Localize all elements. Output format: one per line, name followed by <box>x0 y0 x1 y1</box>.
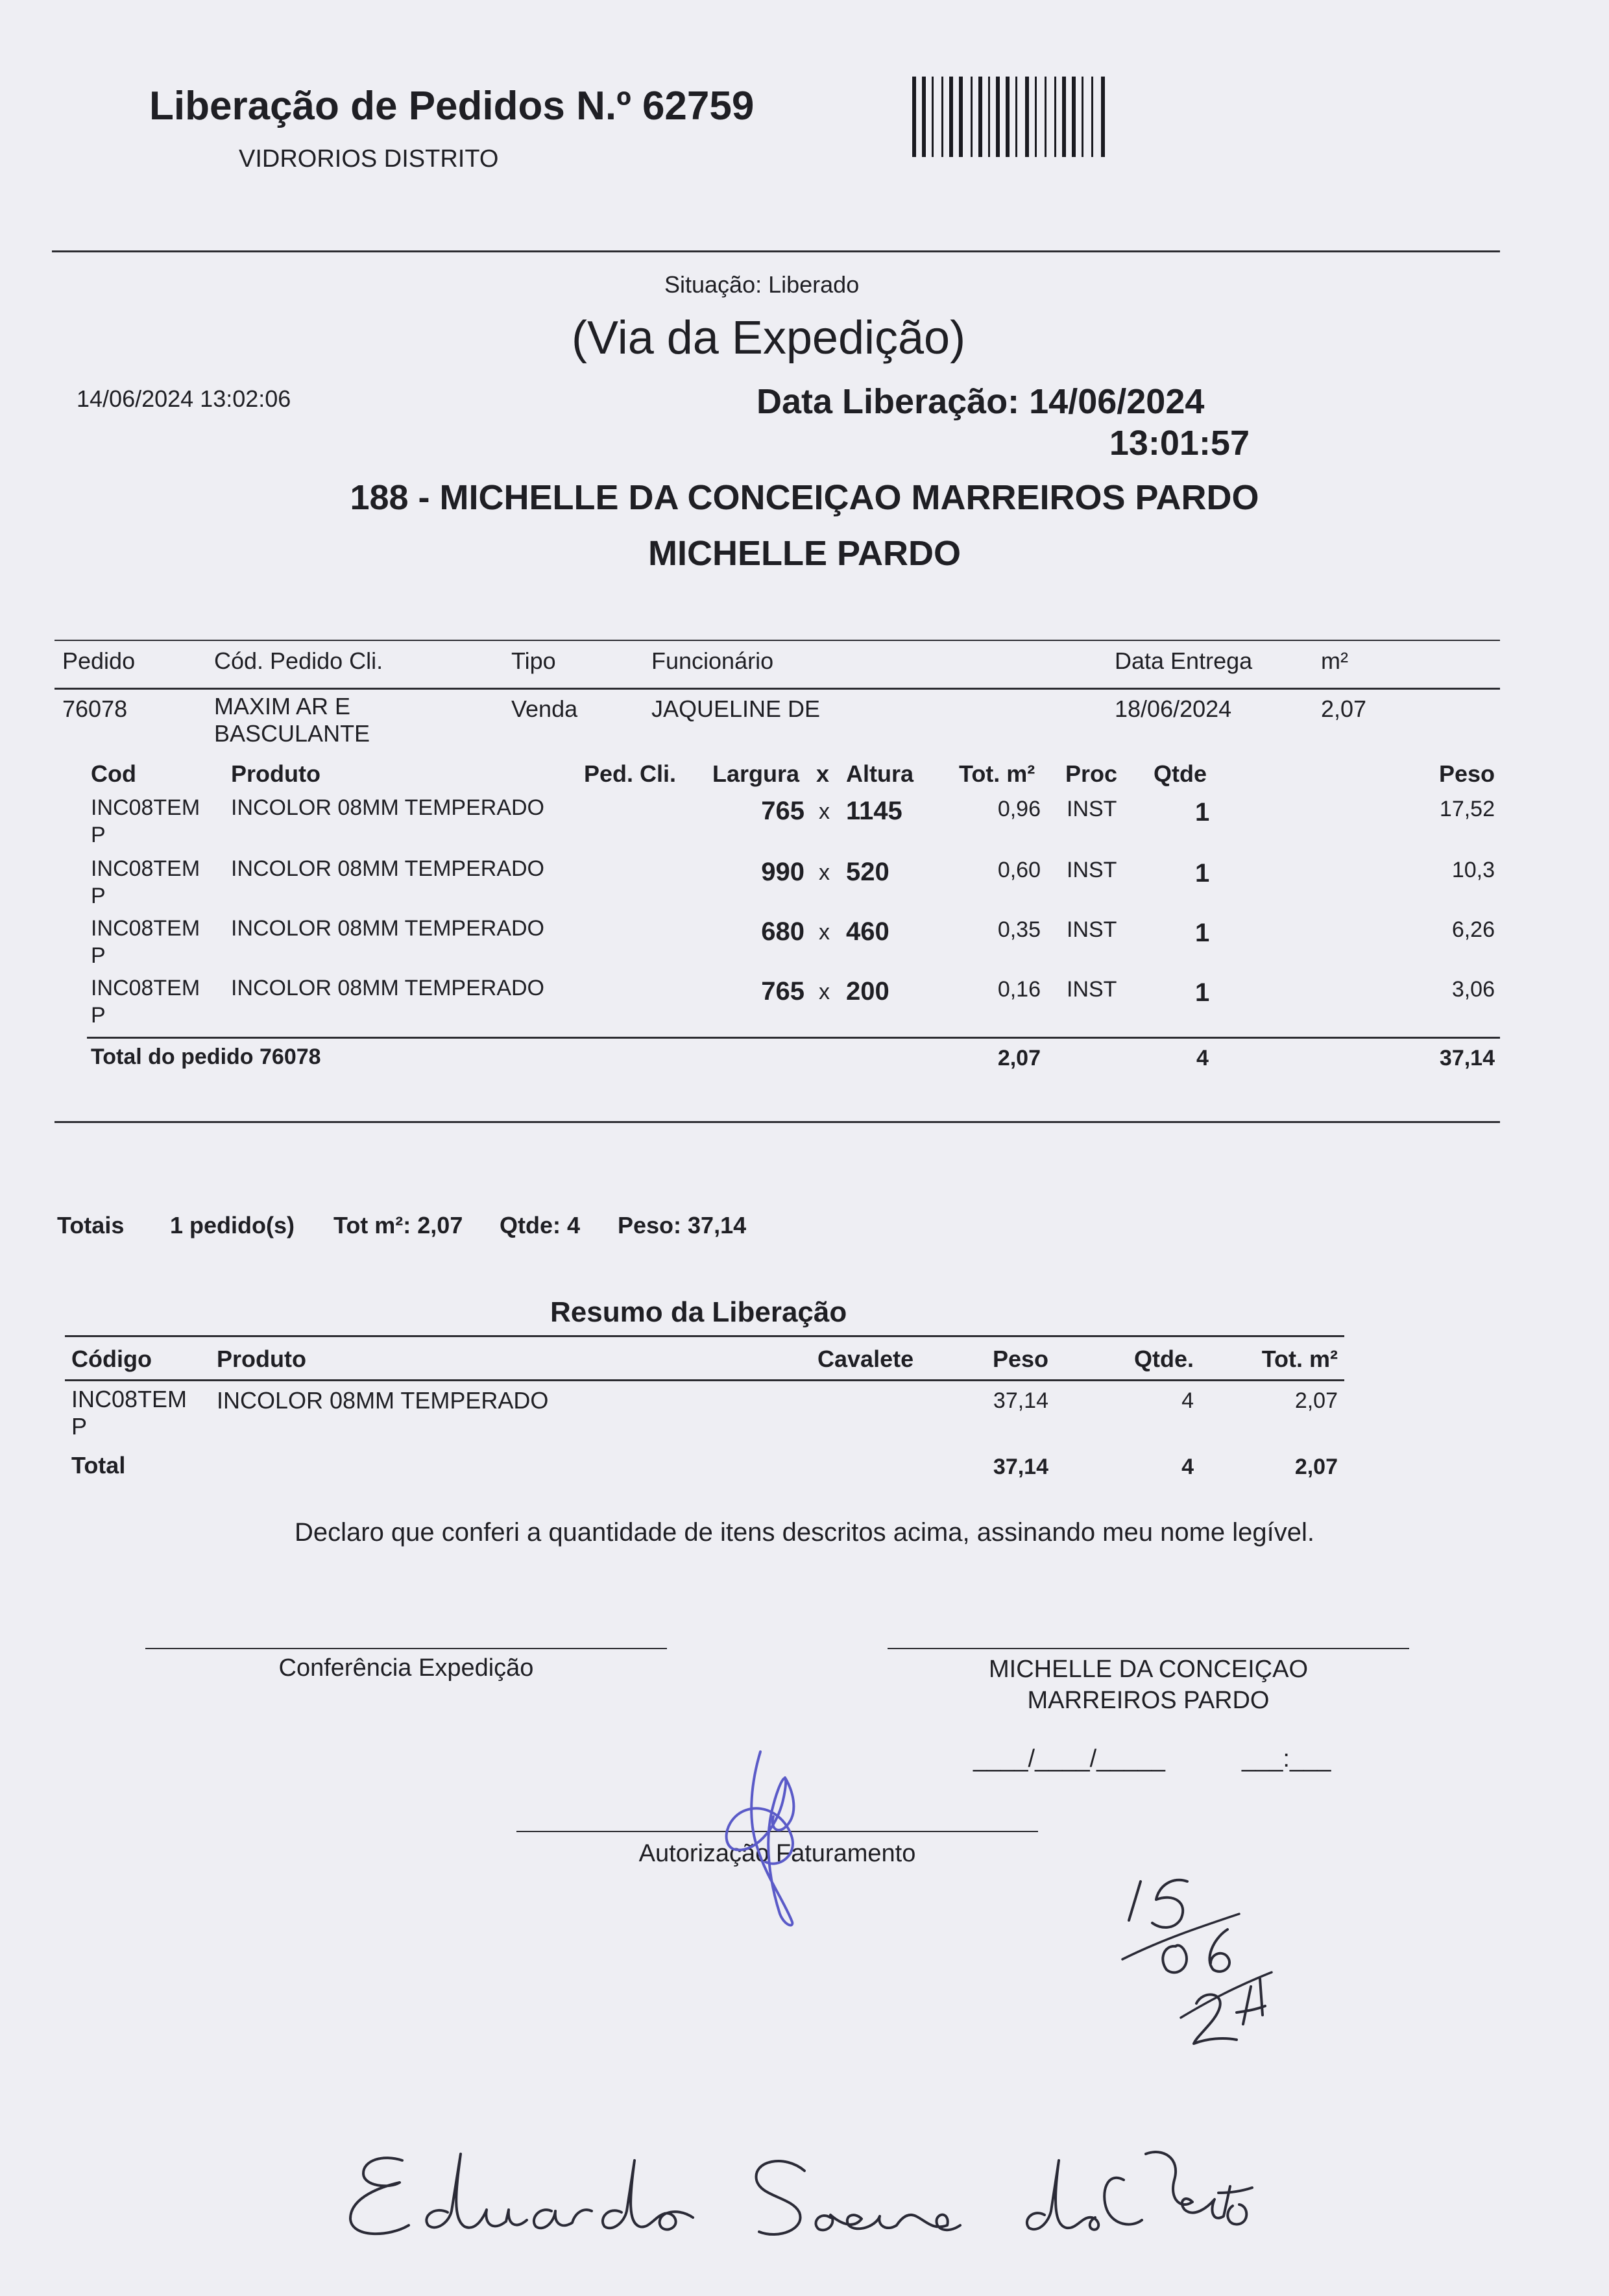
barcode-bar <box>959 77 963 157</box>
item-cod <box>91 855 200 910</box>
order-header-top-rule <box>54 640 1500 641</box>
item-x: x <box>819 799 830 824</box>
summary-total-tot-m2: 2,07 <box>1294 1455 1338 1479</box>
item-produto: INCOLOR 08MM TEMPERADO <box>231 795 545 820</box>
summary-row-codigo <box>71 1386 187 1440</box>
items-col-qtde: Qtde <box>1154 760 1207 787</box>
client-signature-line <box>888 1648 1409 1649</box>
item-cod <box>91 974 200 1029</box>
barcode-bar <box>1054 77 1056 157</box>
item-altura: 1145 <box>846 797 902 825</box>
client-signature-name-2: MARREIROS PARDO <box>1027 1687 1270 1714</box>
item-proc: INST <box>1067 858 1117 882</box>
barcode <box>912 77 1167 157</box>
handwritten-signature <box>707 1739 817 1933</box>
copy-label: (Via da Expedição) <box>572 312 966 364</box>
items-col-x: x <box>816 760 830 787</box>
item-largura: 990 <box>761 858 804 886</box>
items-col-ped-cli: Ped. Cli. <box>584 760 677 787</box>
item-cod-line-1: INC08TEM <box>91 856 200 881</box>
col-funcionario: Funcionário <box>651 647 774 674</box>
conferencia-signature-line <box>145 1648 667 1649</box>
handwritten-date <box>1116 1862 1285 2057</box>
summary-total-peso: 37,14 <box>993 1455 1048 1479</box>
item-peso: 10,3 <box>1451 858 1495 882</box>
order-funcionario: JAQUELINE DE <box>651 695 821 722</box>
item-altura: 460 <box>846 917 889 946</box>
order-tipo: Venda <box>511 695 578 722</box>
item-qtde: 1 <box>1195 798 1210 827</box>
item-produto: INCOLOR 08MM TEMPERADO <box>231 856 545 881</box>
client-short-name: MICHELLE PARDO <box>648 534 961 573</box>
barcode-bar <box>988 77 990 157</box>
barcode-bar <box>971 77 973 157</box>
summary-row-peso: 37,14 <box>993 1388 1048 1413</box>
items-total-rule <box>87 1037 1500 1039</box>
item-cod-line-1: INC08TEM <box>91 976 200 1000</box>
items-col-tot-m2: Tot. m² <box>959 760 1035 787</box>
summary-header-rule <box>65 1379 1344 1381</box>
order-cod-pedido-cli <box>214 693 370 747</box>
item-cod-line-2: P <box>91 1003 106 1028</box>
declaration-text: Declaro que conferi a quantidade de itens descritos acima, assinando meu nome legível. <box>294 1518 1315 1547</box>
client-name: 188 - MICHELLE DA CONCEIÇAO MARREIROS PARDO <box>350 478 1259 517</box>
barcode-bar <box>1072 77 1076 157</box>
summary-col-codigo: Código <box>71 1346 152 1372</box>
document-title: Liberação de Pedidos N.º 62759 <box>149 84 755 128</box>
item-tot-m2: 0,16 <box>997 977 1041 1002</box>
order-cod-line-1: MAXIM AR E <box>214 693 351 719</box>
item-cod-line-2: P <box>91 943 106 968</box>
barcode-bar <box>978 77 982 157</box>
order-total-peso: 37,14 <box>1439 1046 1495 1070</box>
order-total-qtde: 4 <box>1196 1046 1209 1070</box>
barcode-bar <box>932 77 934 157</box>
item-largura: 680 <box>761 917 804 946</box>
barcode-bar <box>1035 77 1037 157</box>
item-cod-line-1: INC08TEM <box>91 916 200 941</box>
item-tot-m2: 0,35 <box>997 917 1041 942</box>
item-tot-m2: 0,96 <box>997 797 1041 821</box>
item-largura: 765 <box>761 797 804 825</box>
item-cod-line-2: P <box>91 823 106 847</box>
barcode-bar <box>949 77 953 157</box>
item-altura: 200 <box>846 977 889 1006</box>
item-tot-m2: 0,60 <box>997 858 1041 882</box>
col-tipo: Tipo <box>511 647 556 674</box>
summary-top-rule <box>65 1335 1344 1337</box>
totals-m2: Tot m²: 2,07 <box>333 1212 463 1239</box>
order-pedido: 76078 <box>62 695 128 722</box>
item-qtde: 1 <box>1195 859 1210 888</box>
items-col-proc: Proc <box>1065 760 1118 787</box>
items-col-altura: Altura <box>846 760 914 787</box>
items-col-peso: Peso <box>1438 760 1495 787</box>
summary-cod-line-1: INC08TEM <box>71 1386 188 1412</box>
items-col-cod: Cod <box>91 760 136 787</box>
barcode-bar <box>922 77 926 157</box>
barcode-bar <box>1025 77 1029 157</box>
section-divider <box>54 1121 1500 1123</box>
item-largura: 765 <box>761 977 804 1006</box>
order-cod-line-2: BASCULANTE <box>214 720 370 747</box>
order-data-entrega: 18/06/2024 <box>1115 695 1232 722</box>
order-total-label: Total do pedido 76078 <box>91 1045 321 1069</box>
barcode-bar <box>1082 77 1083 157</box>
summary-col-peso: Peso <box>992 1346 1048 1372</box>
handwritten-name <box>337 2134 1259 2251</box>
summary-row-qtde: 4 <box>1181 1388 1194 1413</box>
item-peso: 6,26 <box>1451 917 1495 942</box>
summary-total-qtde: 4 <box>1181 1455 1194 1479</box>
barcode-bar <box>996 77 1000 157</box>
items-col-produto: Produto <box>231 760 321 787</box>
totals-label: Totais <box>57 1212 125 1239</box>
item-produto: INCOLOR 08MM TEMPERADO <box>231 976 545 1000</box>
release-date: Data Liberação: 14/06/2024 <box>756 382 1205 421</box>
item-altura: 520 <box>846 858 889 886</box>
order-header-bottom-rule <box>54 688 1500 690</box>
conferencia-label: Conferência Expedição <box>278 1654 534 1682</box>
autorizacao-label: Autorização Faturamento <box>638 1840 916 1867</box>
item-qtde: 1 <box>1195 978 1210 1007</box>
summary-title: Resumo da Liberação <box>550 1296 847 1328</box>
header-divider <box>52 250 1500 252</box>
summary-col-tot-m2: Tot. m² <box>1261 1346 1338 1372</box>
barcode-bar <box>1015 77 1017 157</box>
col-data-entrega: Data Entrega <box>1115 647 1253 674</box>
item-proc: INST <box>1067 797 1117 821</box>
item-cod <box>91 915 200 969</box>
summary-col-cavalete: Cavalete <box>817 1346 914 1372</box>
col-cod-pedido-cli: Cód. Pedido Cli. <box>214 647 383 674</box>
totals-qtde: Qtde: 4 <box>500 1212 581 1239</box>
barcode-bar <box>1091 77 1093 157</box>
summary-row-tot-m2: 2,07 <box>1294 1388 1338 1413</box>
summary-cod-line-2: P <box>71 1413 88 1440</box>
item-peso: 3,06 <box>1451 977 1495 1002</box>
item-peso: 17,52 <box>1439 797 1495 821</box>
totals-peso: Peso: 37,14 <box>618 1212 747 1239</box>
items-col-largura: Largura <box>712 760 800 787</box>
totals-pedidos: 1 pedido(s) <box>170 1212 295 1239</box>
barcode-bar <box>1062 77 1066 157</box>
print-datetime: 14/06/2024 13:02:06 <box>77 385 291 412</box>
order-total-m2: 2,07 <box>997 1046 1041 1070</box>
company-name: VIDRORIOS DISTRITO <box>239 145 499 173</box>
barcode-bar <box>1006 77 1010 157</box>
time-blank: ___:___ <box>1242 1745 1331 1772</box>
item-cod-line-2: P <box>91 884 106 908</box>
item-cod-line-1: INC08TEM <box>91 795 200 820</box>
item-qtde: 1 <box>1195 919 1210 947</box>
barcode-bar <box>1045 77 1046 157</box>
client-signature-name-1: MICHELLE DA CONCEIÇAO <box>989 1656 1308 1683</box>
barcode-bar <box>1101 77 1105 157</box>
barcode-bar <box>941 77 943 157</box>
col-pedido: Pedido <box>62 647 136 674</box>
summary-col-produto: Produto <box>217 1346 306 1372</box>
status-text: Situação: Liberado <box>664 271 860 298</box>
order-m2: 2,07 <box>1321 695 1367 722</box>
item-x: x <box>819 980 830 1004</box>
item-produto: INCOLOR 08MM TEMPERADO <box>231 916 545 941</box>
barcode-bar <box>912 77 916 157</box>
item-proc: INST <box>1067 917 1117 942</box>
summary-col-qtde: Qtde. <box>1133 1346 1194 1372</box>
summary-total-label: Total <box>71 1452 126 1479</box>
item-x: x <box>819 860 830 885</box>
release-time: 13:01:57 <box>1109 424 1250 463</box>
item-proc: INST <box>1067 977 1117 1002</box>
col-m2: m² <box>1321 647 1348 674</box>
date-blank: ____/____/_____ <box>973 1745 1165 1772</box>
summary-row-produto: INCOLOR 08MM TEMPERADO <box>217 1387 549 1414</box>
item-cod <box>91 794 200 849</box>
item-x: x <box>819 920 830 945</box>
